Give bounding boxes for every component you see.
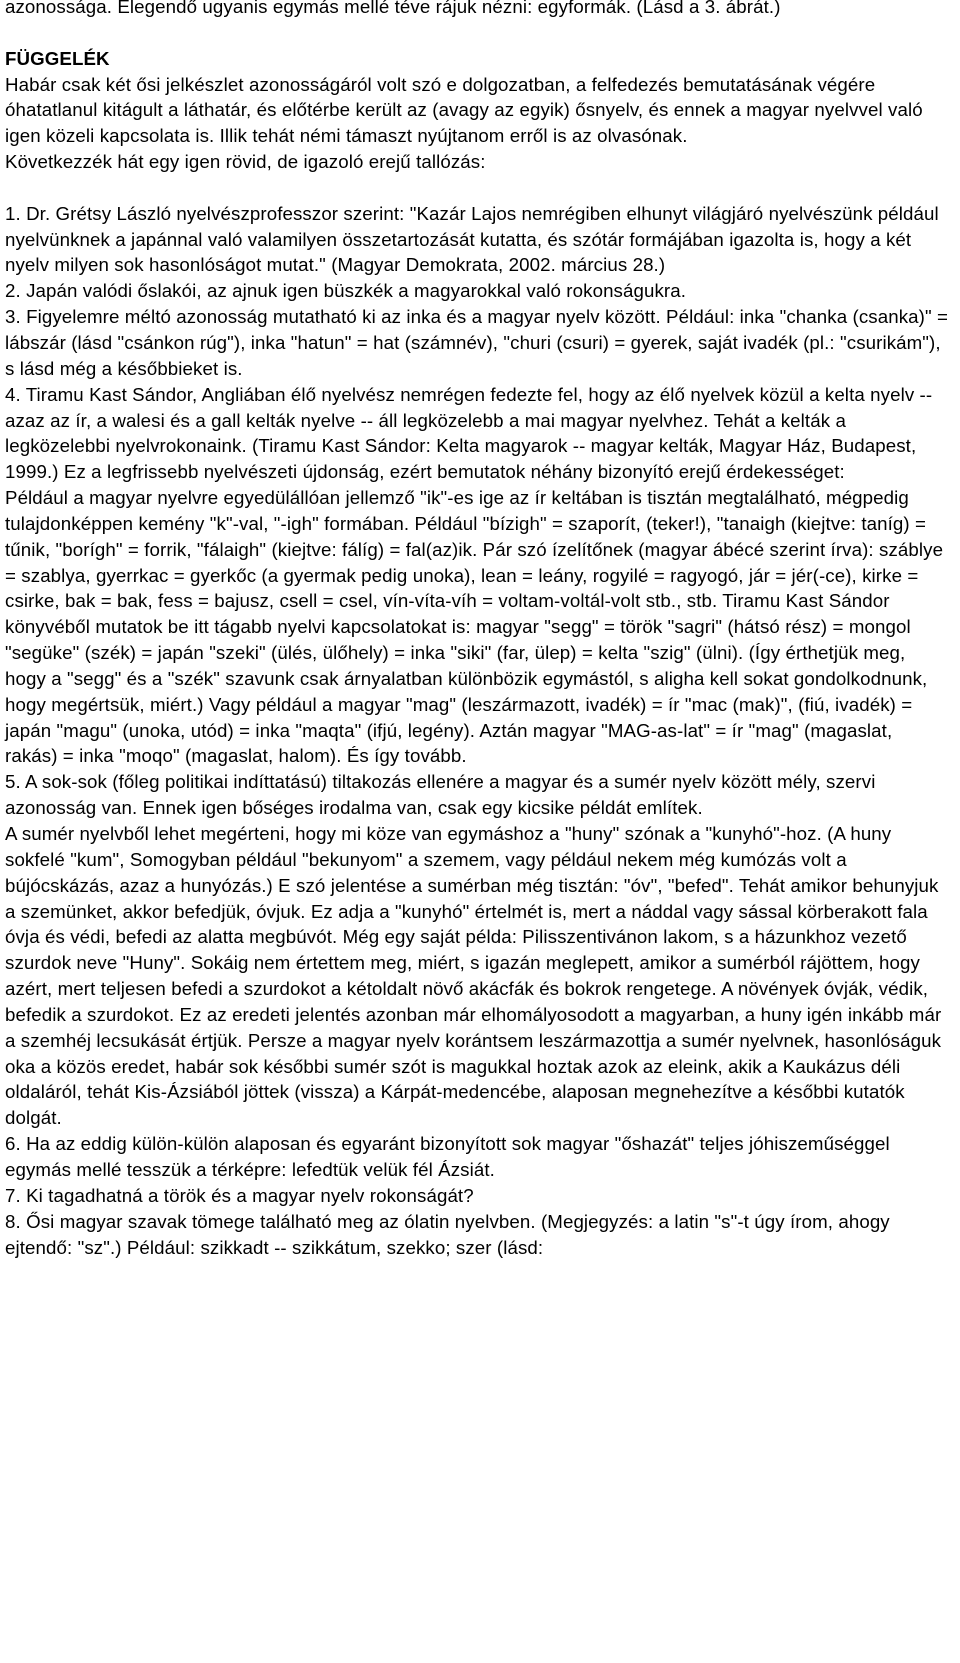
list-item-4-continued: Például a magyar nyelvre egyedülállóan jellemző "ik"-es ige az ír keltában is tisztán megtalálható, mégpedig tulajdonképpen kemény "k"-val, "-igh" formában. Például "bízigh" = szaporít, (teker!), "tanaigh (kiejtve: taníg) = tűnik, "borígh" = forrik, "fálaigh" (kiejtve: fálíg) = fal(az)ik. Pár szó ízelítőnek (magyar ábécé szerint írva): száblye = szablya, gyerrkac = gyerkőc (a gyermak pedig unoka), lean = leány, rogyilé = ragyogó, jár = jér(-ce), kirke = csirke, bak = bak, fess = bajusz, csell = csel, vín-víta-víh = voltam-voltál-volt stb., stb. Tiramu Kast Sándor könyvéből mutatok be itt tágabb nyelvi kapcsolatokat is: magyar "segg" = török "sagri" (hátsó rész) = mongol "següke" (szék) = japán "szeki" (ülés, ülőhely) = inka "siki" (far, ülep) = kelta "szig" (ülni). (Így érthetjük meg, hogy a "segg" és a "szék" szavunk csak árnyalatban különbözik egymástól, s aligha kell sokat gondolkodnunk, hogy megértsük, miért.) Vagy például a magyar "mag" (leszármazott, ivadék) = ír "mac (mak)", (fiú, ivadék) = japán "magu" (unoka, utód) = inka "maqta" (ifjú, legény). Aztán magyar "MAG-as-lat" = ír "mag" (magaslat, rakás) = inka "moqo" (magaslat, halom). És így tovább. bbox=[5, 487, 944, 767]
list-item-5-continued: A sumér nyelvből lehet megérteni, hogy mi köze van egymáshoz a "huny" szónak a "kunyhó"-hoz. (A huny sokfelé "kum", Somogyban például "bekunyom" a szemem, vagy például nekem még kumózás volt a bújócskázás, azaz a hunyózás.) E szó jelentése a sumérban még tisztán: "óv", "befed". Tehát amikor behunyjuk a szemünket, akkor befedjük, óvjuk. Ez adja a "kunyhó" értelmét is, mert a náddal vagy sással körberakott fala óvja és védi, befedi az alatta megbúvót. Még egy saját példa: Pilisszentivánon lakom, s a házunkhoz vezető szurdok neve "Huny". Sokáig nem értettem meg, miért, s igazán meglepett, amikor a sumérból rájöttem, hogy azért, mert teljesen befedi a szurdokot a kétoldalt növő akácfák és bokrok rengetege. A növények óvják, védik, befedik a szurdokot. Ez az eredeti jelentés azonban már elhomályosodott a magyarban, a huny igén inkább már a szemhéj lecsukását értjük. Persze a magyar nyelv korántsem leszármazottja a sumér nyelvnek, hasonlóságuk oka a közös eredet, habár sok későbbi sumér szót is magukkal hoztak azok az eleink, akik a Kaukázus déli oldaláról, tehát Kis-Ázsiából jöttek (vissza) a Kárpát-medencébe, alaposan megnehezítve a későbbi kutatók dolgát. bbox=[5, 823, 942, 1129]
list-item-4: 4. Tiramu Kast Sándor, Angliában élő nyelvész nemrégen fedezte fel, hogy az élő nyelvek közül a kelta nyelv -- azaz az ír, a walesi és a gall kelták nyelve -- áll legközelebb a mai magyar nyelvhez. Tehát a kelták a legközelebbi nyelvrokonaink. (Tiramu Kast Sándor: Kelta magyarok -- magyar kelták, Magyar Ház, Budapest, 1999.) Ez a legfrissebb nyelvészeti újdonság, ezért bemutatok néhány bizonyító erejű érdekességet: bbox=[5, 383, 933, 483]
list-item-5: 5. A sok-sok (főleg politikai indíttatású) tiltakozás ellenére a magyar és a sumér nyelv között mély, szervi azonosság van. Ennek igen bőséges irodalma van, csak egy kicsike példát említek. bbox=[5, 771, 876, 819]
list-item-8: 8. Ősi magyar szavak tömege található meg az ólatin nyelvben. (Megjegyzés: a latin "s"-t úgy írom, ahogy ejtendő: "sz".) Például: szikkadt -- szikkátum, szekko; szer (lásd: bbox=[5, 1210, 890, 1258]
document-body bbox=[5, 0, 950, 1260]
paragraph-spacer bbox=[5, 20, 950, 46]
appendix-paragraph-1: Habár csak két ősi jelkészlet azonosságáról volt szó e dolgozatban, a felfedezés bemutatásának végére óhatatlanul kitágult a láthatár, és előtérbe került az (avagy az egyik) ősnyelv, és ennek a magyar nyelvvel való igen közeli kapcsolata is. Illik tehát némi támaszt nyújtanom erről is az olvasónak. bbox=[5, 73, 923, 147]
list-item-3: 3. Figyelemre méltó azonosság mutatható ki az inka és a magyar nyelv között. Például: inka "chanka (csanka)" = lábszár (lásd "csánkon rúg"), inka "hatun" = hat (számnév), "churi (csuri) = gyerek, saját ivadék (pl.: "csurikám"), s lásd még a későbbieket is. bbox=[5, 306, 949, 379]
appendix-heading: FÜGGELÉK bbox=[5, 47, 110, 69]
appendix-paragraph-2: Következzék hát egy igen rövid, de igazoló erejű tallózás: bbox=[5, 151, 486, 173]
intro-paragraph: azonossága. Elegendő ugyanis egymás mellé téve rájuk nézni: egyformák. (Lásd a 3. ábrát.) bbox=[5, 0, 781, 17]
list-item-7: 7. Ki tagadhatná a török és a magyar nyelv rokonságát? bbox=[5, 1184, 474, 1206]
list-item-1: 1. Dr. Grétsy László nyelvészprofesszor szerint: "Kazár Lajos nemrégiben elhunyt világjáró nyelvészünk például nyelvünknek a japánnal való valamilyen összetartozását kutatta, és szótár formájában igazolta is, hogy a két nyelv milyen sok hasonlóságot mutat." (Magyar Demokrata, 2002. március 28.) bbox=[5, 202, 939, 276]
list-item-2: 2. Japán valódi őslakói, az ajnuk igen büszkék a magyarokkal való rokonságukra. bbox=[5, 280, 687, 302]
list-item-6: 6. Ha az eddig külön-külön alaposan és egyaránt bizonyított sok magyar "őshazát" teljes jóhiszeműséggel egymás mellé tesszük a térképre: lefedtük velük fél Ázsiát. bbox=[5, 1133, 890, 1180]
paragraph-spacer bbox=[5, 175, 950, 201]
